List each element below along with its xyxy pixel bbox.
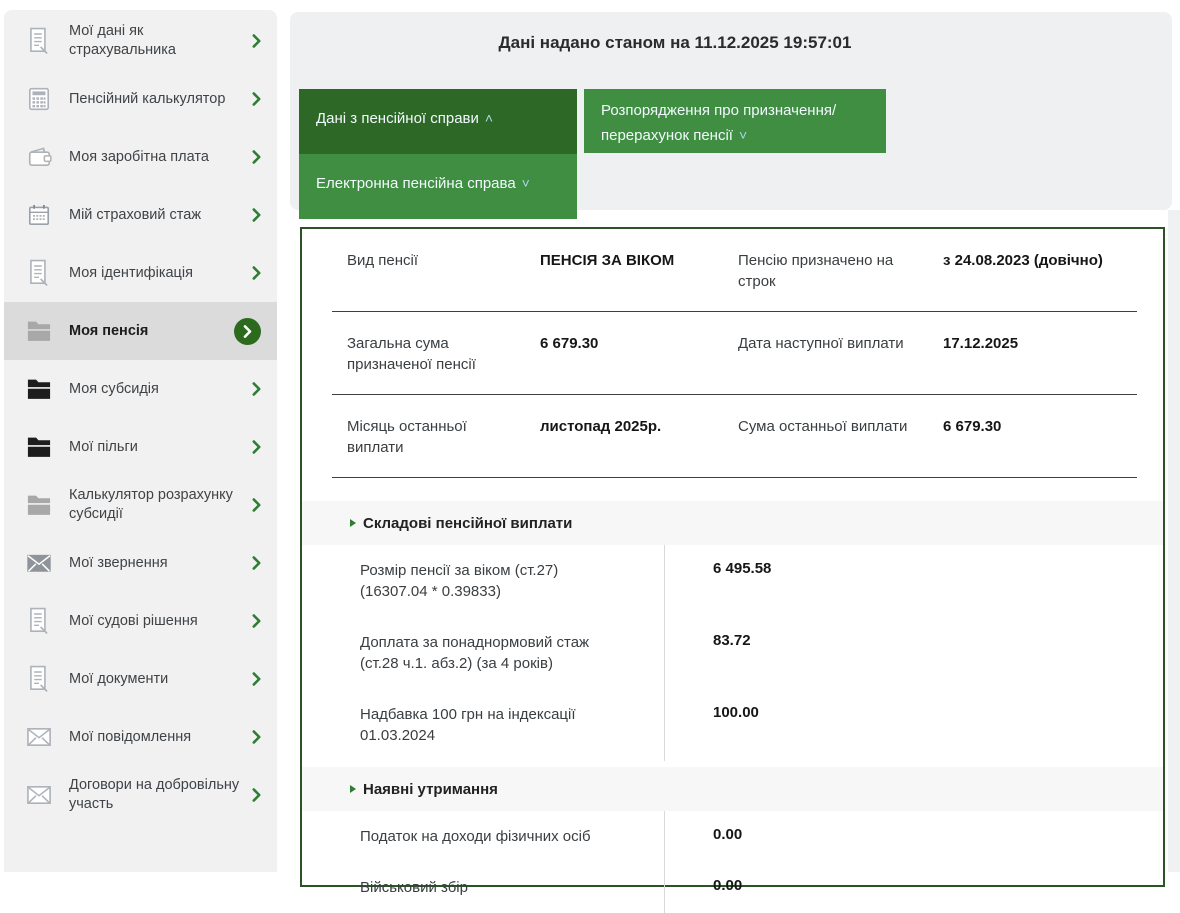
detail-value: 100.00 <box>713 704 759 721</box>
field-label: Загальна сума призначеної пенсії <box>347 335 476 373</box>
caret-up-icon: ˄ <box>484 110 494 126</box>
wallet-icon <box>24 142 54 172</box>
envelope-icon <box>24 722 54 752</box>
sidebar-item-label: Мої дані як страхувальника <box>69 23 176 58</box>
field-value: 17.12.2025 <box>943 335 1019 352</box>
sidebar-item-label: Договори на добровільну участь <box>69 777 240 812</box>
detail-value: 6 495.58 <box>713 560 772 577</box>
sidebar-item-my-salary[interactable] <box>4 128 277 186</box>
sidebar-item-my-benefits[interactable] <box>4 418 277 476</box>
document-icon <box>24 664 54 694</box>
chevron-right-icon <box>252 730 261 744</box>
tab-label: Електронна пенсійна справа <box>316 175 516 192</box>
calculator-icon <box>24 84 54 114</box>
folder-icon <box>24 490 54 520</box>
page-title: Дані надано станом на 11.12.2025 19:57:01 <box>498 33 852 52</box>
chevron-right-icon <box>252 266 261 280</box>
chevron-right-icon <box>252 34 261 48</box>
chevron-right-icon <box>252 208 261 222</box>
tab-pension-case-data[interactable] <box>299 89 577 154</box>
sidebar-item-pension-calculator[interactable] <box>4 70 277 128</box>
folder-dark-icon <box>24 374 54 404</box>
summary-row <box>302 395 1163 477</box>
chevron-right-icon <box>252 788 261 802</box>
section-header-payment-components[interactable] <box>302 501 1163 545</box>
field-value: з 24.08.2023 (довічно) <box>943 252 1103 269</box>
field-label: Місяць останньої виплати <box>347 418 467 456</box>
sidebar-item-identification[interactable] <box>4 244 277 302</box>
detail-value: 83.72 <box>713 632 751 649</box>
sidebar-item-my-messages[interactable] <box>4 708 277 766</box>
calendar-icon <box>24 200 54 230</box>
detail-row <box>302 811 1163 862</box>
sidebar-item-insurance-record[interactable] <box>4 186 277 244</box>
section-title: Наявні утримання <box>363 780 498 798</box>
chevron-right-icon <box>252 440 261 454</box>
sidebar-item-insured-data[interactable] <box>4 12 277 70</box>
sidebar-item-my-pension[interactable] <box>4 302 277 360</box>
divider <box>332 477 1137 478</box>
detail-value: 0.00 <box>713 877 743 894</box>
sidebar-item-label: Мої пільги <box>69 438 138 455</box>
field-label: Вид пенсії <box>347 252 419 269</box>
folder-icon <box>24 316 54 346</box>
chevron-right-icon <box>252 672 261 686</box>
sidebar <box>4 10 277 872</box>
sidebar-item-label: Моя пенсія <box>69 322 149 339</box>
section-title: Складові пенсійної виплати <box>363 514 573 532</box>
caret-down-icon: ˅ <box>521 175 530 191</box>
triangle-right-icon <box>350 785 356 793</box>
sidebar-item-my-documents[interactable] <box>4 650 277 708</box>
folder-dark-icon <box>24 432 54 462</box>
detail-row <box>302 545 1163 617</box>
tab-label: Дані з пенсійної справи <box>316 110 479 127</box>
field-label: Пенсію призначено на строк <box>738 252 894 290</box>
field-label: Сума останньої виплати <box>738 418 908 435</box>
sidebar-item-subsidy-calculator[interactable] <box>4 476 277 534</box>
detail-row <box>302 862 1163 913</box>
chevron-right-circle-icon <box>234 318 261 345</box>
envelope-icon <box>24 780 54 810</box>
sidebar-item-label: Моя субсидія <box>69 380 159 397</box>
sidebar-item-label: Мої звернення <box>69 554 168 571</box>
chevron-right-icon <box>252 556 261 570</box>
sidebar-item-label: Мої судові рішення <box>69 612 198 629</box>
field-value: ПЕНСІЯ ЗА ВІКОМ <box>540 252 675 269</box>
sidebar-item-label: Пенсійний калькулятор <box>69 90 226 107</box>
summary-row <box>302 229 1163 311</box>
detail-value: 0.00 <box>713 826 743 843</box>
chevron-right-icon <box>252 92 261 106</box>
detail-row <box>302 617 1163 689</box>
tab-electronic-pension-case[interactable] <box>299 154 577 219</box>
sidebar-item-label: Мій страховий стаж <box>69 206 202 223</box>
scrollbar-track[interactable] <box>1168 210 1180 872</box>
detail-label: Військовий збір <box>302 862 665 913</box>
pension-data-card <box>300 227 1165 896</box>
document-icon <box>24 258 54 288</box>
sidebar-item-label: Моя заробітна плата <box>69 148 209 165</box>
caret-down-icon: ˅ <box>738 127 748 143</box>
triangle-right-icon <box>350 519 356 527</box>
field-label: Дата наступної виплати <box>738 335 904 352</box>
envelope-filled-icon <box>24 548 54 578</box>
sidebar-item-label: Калькулятор розрахунку субсидії <box>69 487 233 522</box>
sidebar-item-my-subsidy[interactable] <box>4 360 277 418</box>
sidebar-item-label: Моя ідентифікація <box>69 264 193 281</box>
chevron-right-icon <box>252 498 261 512</box>
chevron-right-icon <box>252 382 261 396</box>
sidebar-item-voluntary-agreements[interactable] <box>4 766 277 824</box>
chevron-right-icon <box>252 614 261 628</box>
field-value: 6 679.30 <box>943 418 1002 435</box>
detail-row <box>302 689 1163 761</box>
document-icon <box>24 606 54 636</box>
detail-label: Розмір пенсії за віком (ст.27) (16307.04 * 0.39833) <box>302 545 665 617</box>
document-icon <box>24 26 54 56</box>
chevron-right-icon <box>252 150 261 164</box>
sidebar-item-court-decisions[interactable] <box>4 592 277 650</box>
tab-assignment-orders[interactable] <box>584 89 886 153</box>
detail-label: Податок на доходи фізичних осіб <box>302 811 665 862</box>
summary-row <box>302 312 1163 394</box>
field-value: листопад 2025р. <box>540 418 662 435</box>
sidebar-item-my-requests[interactable] <box>4 534 277 592</box>
tab-label: Розпорядження про призначення/ перерахунок пенсії <box>601 102 837 144</box>
sidebar-item-label: Мої документи <box>69 670 169 687</box>
detail-label: Надбавка 100 грн на індексації 01.03.2024 <box>302 689 665 761</box>
detail-label: Доплата за понаднормовий стаж (ст.28 ч.1. абз.2) (за 4 років) <box>302 617 665 689</box>
section-header-deductions[interactable] <box>302 767 1163 811</box>
field-value: 6 679.30 <box>540 335 599 352</box>
sidebar-item-label: Мої повідомлення <box>69 728 192 745</box>
